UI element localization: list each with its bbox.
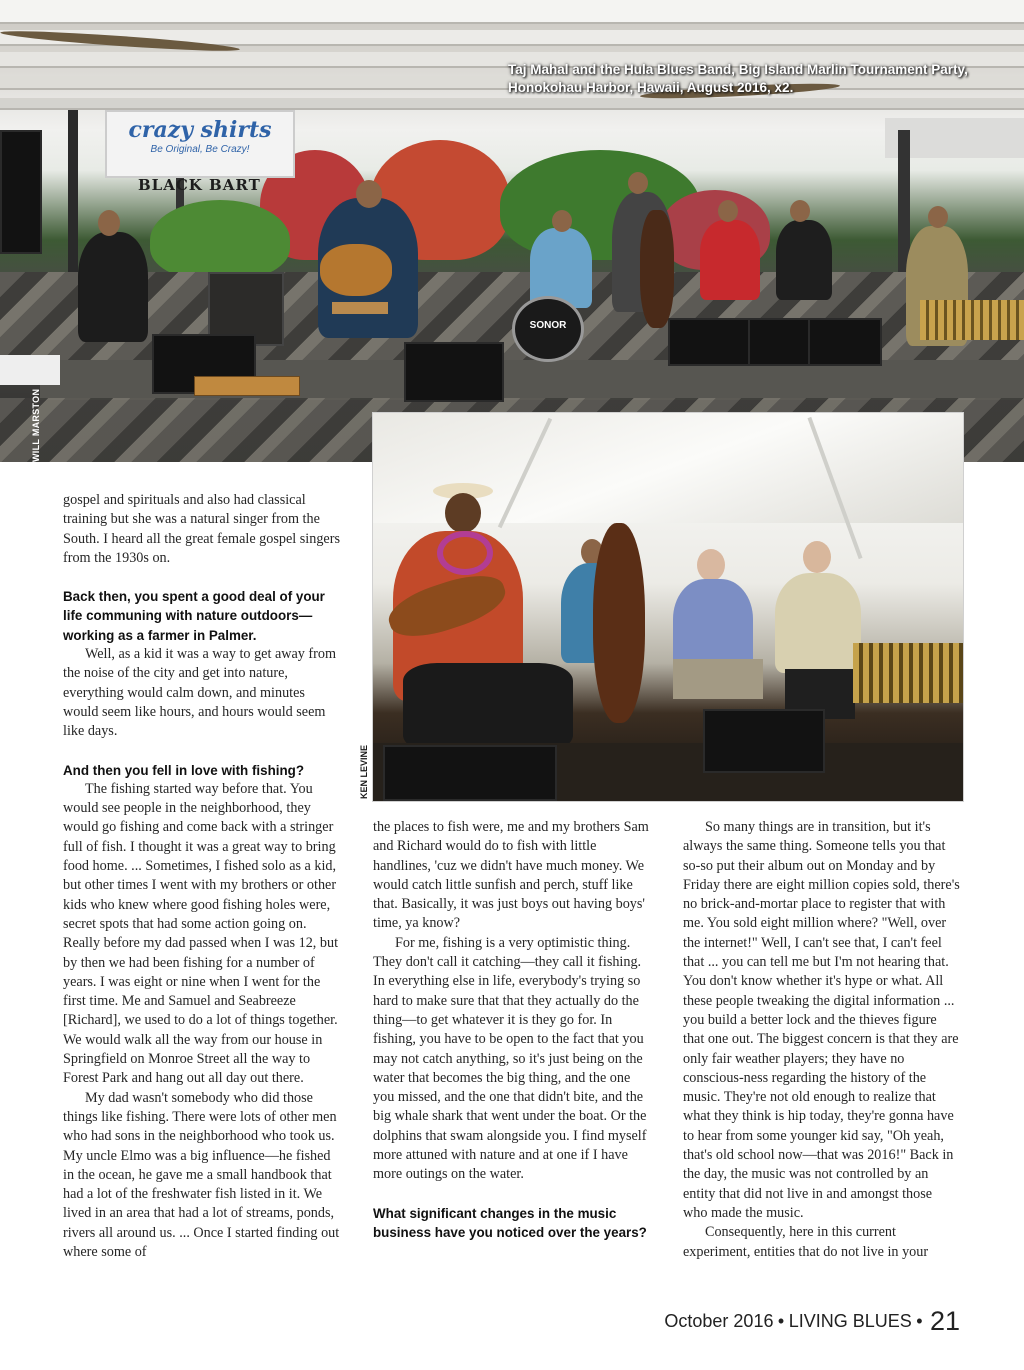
singer-legs — [403, 663, 573, 753]
guitar-player-shirt — [775, 573, 861, 673]
article-column-1 — [63, 491, 341, 1262]
banner-tagline: Be Original, Be Crazy! — [150, 144, 250, 155]
answer-paragraph: Consequently, here in this current experiment, entities that do not live in your — [683, 1224, 929, 1260]
musician-head — [98, 210, 120, 236]
uke-player-head — [697, 549, 725, 581]
interview-question: Back then, you spent a good deal of your life communing with nature outdoors—working as a farmer in Palmer. — [63, 589, 325, 643]
instrument-case — [194, 376, 300, 396]
photo-credit-text: KEN LEVINE — [359, 744, 369, 799]
musician-head — [928, 206, 948, 228]
interview-question: What significant changes in the music business have you noticed over the years? — [373, 1205, 647, 1240]
green-plant — [150, 200, 290, 280]
page-number: 21 — [929, 1306, 960, 1336]
interview-question: And then you fell in love with fishing? — [63, 762, 305, 778]
stage-monitor — [703, 709, 825, 773]
white-cooler — [0, 355, 60, 385]
paragraph-gap — [63, 568, 341, 587]
ukulele-player — [700, 220, 760, 300]
pa-speaker — [0, 130, 42, 254]
paragraph-gap — [373, 1185, 653, 1204]
musician-head — [552, 210, 572, 232]
magazine-name: LIVING BLUES — [788, 1311, 912, 1331]
stage-monitor — [808, 318, 882, 366]
musician-head — [356, 180, 382, 208]
uke-player-shorts — [673, 659, 763, 699]
photo-credit-ken — [358, 740, 372, 800]
stage-monitor — [383, 745, 557, 801]
steel-guitar-player — [78, 232, 148, 342]
answer-paragraph: My dad wasn't somebody who did those things like fishing. There were lots of other men who had sons in the neighborhood who took us. My uncle Elmo was a big influence—he fished in the ocean, he gave me a small handbook that had a lot of the freshwater fish listed in it. We lived in an area that had a lot of streams, ponds, rivers all around us. ... Once I started finding out where some of — [63, 1089, 340, 1260]
singer-head — [445, 493, 481, 533]
photo-credit-will — [26, 385, 44, 462]
vibraphone — [920, 300, 1024, 340]
pergola-post — [68, 110, 78, 280]
musician-head — [718, 200, 738, 222]
answer-paragraph: For me, fishing is a very optimistic thing. They don't call it catching—they call it fishing. In everything else in life, everybody's trying so hard to make sure that that they actually do the thing—to get whatever it is they go for. In fishing, you have to be open to the fact that you may not catch anything, so it's just being on the water that becomes the big thing, and the one you missed, and the one that didn't bite, and the big whale shark that went under the boat. Or the dolphins that swam alongside you. I find myself more attuned with nature and at one if I have more outings on the water. — [373, 934, 647, 1183]
stage-monitor — [748, 318, 810, 366]
paragraph-gap — [63, 742, 341, 761]
photo-credit-text: WILL MARSTON — [31, 388, 41, 462]
answer-paragraph: The fishing started way before that. You would see people in the neighborhood, they would go fishing and come back with a stringer full of fish. I thought it was a great way to bring food home. ... Sometimes, I fished solo as a kid, but other times I went with my brothers or other kids who knew where good fishing holes were, secret spots that had some action going on. Really before my dad passed when I was 12, but by then we had been fishing for a number of years. I was eight or nine when I went for the first time. Me and Samuel and Seabreeze [Richard], we used to do a lot of things together. We would walk all the way from our house in Springfield on Monroe Street all the way to Forest Park and hang out all day out there. — [63, 780, 339, 1087]
stool — [332, 302, 388, 314]
stage-monitor — [668, 318, 752, 366]
acoustic-guitar — [320, 244, 392, 296]
stage-monitor — [404, 342, 504, 402]
answer-paragraph: gospel and spirituals and also had classical training but she was a natural singer from the South. I heard all the great female gospel singers from the 1930s on. — [63, 492, 340, 566]
sponsor-banner — [105, 110, 295, 178]
musician-head — [790, 200, 810, 222]
issue-date: October 2016 — [664, 1311, 774, 1331]
page-footer — [664, 1306, 960, 1337]
vibraphone — [853, 643, 963, 703]
top-photo — [0, 0, 1024, 462]
guitar-player-head — [803, 541, 831, 573]
bass-drum: SONOR — [512, 296, 584, 362]
answer-paragraph: Well, as a kid it was a way to get away from the noise of the city and get into nature, everything would calm down, and minutes would seem like hours, and hours would seem like days. — [63, 646, 337, 740]
photo-caption: Taj Mahal and the Hula Blues Band, Big Island Marlin Tournament Party, Honokohau Harbor, Hawaii, August 2016, x2. — [508, 62, 968, 95]
pergola-beam — [0, 98, 1024, 110]
banner-logo: crazy shirts — [128, 117, 272, 143]
black-bart-sign: BLACK BART — [138, 176, 261, 194]
article-column-2 — [373, 818, 653, 1242]
bullet-separator: • — [916, 1311, 923, 1331]
upright-bass — [640, 210, 674, 328]
bullet-separator: • — [777, 1311, 785, 1331]
article-column-3 — [683, 818, 960, 1262]
pergola-beam — [0, 0, 1024, 24]
answer-paragraph: So many things are in transition, but it's always the same thing. Someone tells you that so-so put their album out on Monday and by Friday there are eight million copies sold, there's no brick-and-mortar place to register that with me. You sold eight million where? "Well, over the internet!" Well, I can't see that, I can't feel that ... you can tell me but I'm not hearing that. You don't know whether it's hype or what. All these people tweaking the digital information ... you build a better lock and the thieves figure that one out. The biggest concern is that they are only fair weather players; they have no conscious-ness regarding the history of the music. They're not old enough to realize that what they think is hip today, they're gonna have to hear from some younger kid say, "Oh yeah, that's old school now—that was 2016!" Back in the day, the music was not controlled by an entity that did not live in and amongst those who made the music. — [683, 819, 960, 1221]
lei — [437, 531, 493, 575]
answer-paragraph: the places to fish were, me and my brothers Sam and Richard would do to fish with little handlines, 'cuz we didn't have much money. We would catch little sunfish and perch, stuff like that. Basically, it was just boys out having boys' time, ya know? — [373, 819, 649, 932]
musician-head — [628, 172, 648, 194]
guitar-player — [776, 220, 832, 300]
upright-bass — [593, 523, 645, 723]
tent-photo — [372, 412, 964, 802]
